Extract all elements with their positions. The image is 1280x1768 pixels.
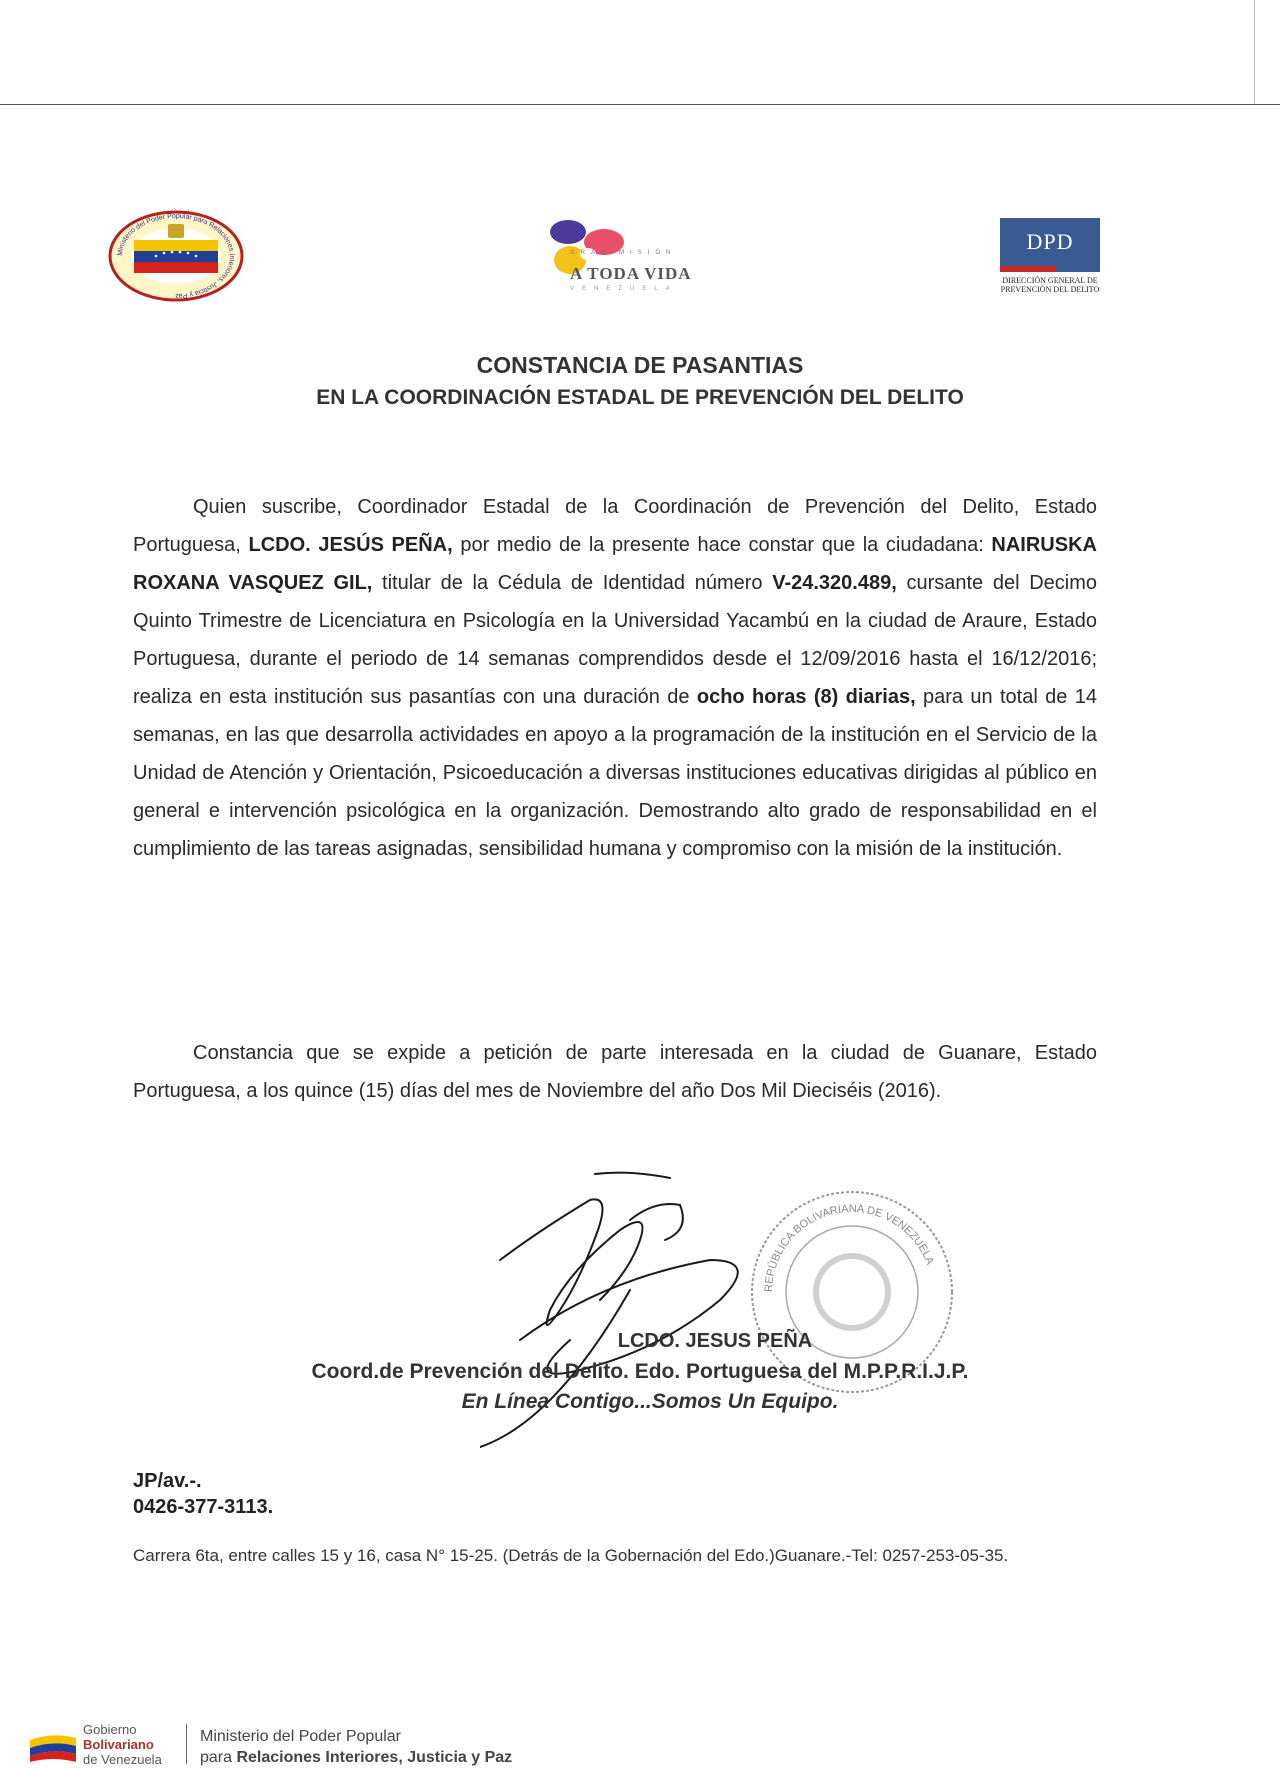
coordinator-name: LCDO. JESÚS PEÑA, [248,534,453,556]
dpd-stripe [1000,266,1100,272]
office-address: Carrera 6ta, entre calles 15 y 16, casa N° 15-25. (Detrás de la Gobernación del Edo.)Guanare.-Tel: 0257-253-05-35. [133,1546,1009,1565]
footer-government-banner [28,1722,628,1767]
handwritten-signature [480,1170,810,1460]
document-title: CONSTANCIA DE PASANTIAS [476,352,804,378]
gob-line-3: de Venezuela [83,1752,162,1767]
stamp-ring-text: REPÚBLICA BOLIVARIANA DE VENEZUELA [762,1202,936,1293]
a-toda-vida-text: A TODA VIDA [570,264,692,283]
gran-mision-a-toda-vida-logo [530,212,710,304]
gob-line-2: Bolivariano [83,1737,154,1752]
dpd-acronym: DPD [1000,218,1100,266]
dpd-logo [1000,218,1100,314]
p1-text-3: titular de la Cédula de Identidad número [372,572,773,594]
signatory-name: LCDO. JESUS PEÑA [617,1330,813,1352]
footer-divider [186,1724,187,1764]
ministerio-seal-logo [100,210,252,302]
certificate-paragraph-1 [133,488,1097,868]
min-line-2-prefix: para [200,1749,237,1766]
venezuela-small-text: VENEZUELA [570,286,678,292]
p1-text-1: Quien suscribe, Coordinador Estadal de la Coordinación de Prevención del Delito, Estado Portuguesa, [133,496,1097,556]
gran-mision-small-text: GRAN MISIÓN [570,250,677,256]
daily-hours: ocho horas (8) diarias, [696,686,916,708]
scan-edge-line [0,104,1280,105]
institution-motto: En Línea Contigo...Somos Un Equipo. [461,1390,839,1413]
p1-text-2: por medio de la presente hace constar que la ciudadana: [452,534,992,556]
min-line-1: Ministerio del Poder Popular [200,1728,401,1745]
ministerio-ring-text: Ministerio del Poder Popular para Relaciones Interiores, Justicia y Paz [116,212,236,300]
reference-phone: 0426-377-3113. [133,1496,274,1518]
scan-edge-line-vertical [1254,0,1255,104]
gobierno-bolivariano-text [83,1722,162,1767]
document-subtitle: EN LA COORDINACIÓN ESTADAL DE PREVENCIÓN DEL DELITO [316,386,964,409]
min-line-2-bold: Relaciones Interiores, Justicia y Paz [236,1749,513,1766]
dpd-caption: DIRECCIÓN GENERAL DE PREVENCIÓN DEL DELITO [1000,276,1100,294]
p1-text-5: para un total de 14 semanas, en las que desarrolla actividades en apoyo a la programación de la institución en el Servicio de la Unidad de Atención y Orientación, Psicoeducación a diversas instituciones educativas dirigidas al público en general e intervención psicológica en la organización. Demostrando alto grado de responsabilidad en el cumplimiento de las tareas asignadas, sensibilidad humana y compromiso con la misión de la institución. [133,686,1097,860]
ministerio-footer-text [200,1726,512,1768]
p1-text-4: cursante del Decimo Quinto Trimestre de Licenciatura en Psicología en la Universidad Yacambú en la ciudad de Araure, Estado Portuguesa, durante el periodo de 14 semanas comprendidos desde el 12/09/2016 hasta el 16/12/2016; realiza en esta institución sus pasantías con una duración de [133,572,1097,708]
signatory-role: Coord.de Prevención del Delito. Edo. Portuguesa del M.P.P.R.I.J.P. [311,1360,969,1383]
certificate-paragraph-2: Constancia que se expide a petición de parte interesada en la ciudad de Guanare, Estado Portuguesa, a los quince (15) días del mes de Noviembre del año Dos Mil Dieciséis (2016). [133,1042,1097,1102]
gob-line-1: Gobierno [83,1722,137,1737]
venezuela-flag-icon [28,1732,78,1762]
id-number: V-24.320.489, [772,572,897,594]
reference-initials: JP/av.-. [133,1470,202,1492]
intern-name: NAIRUSKA ROXANA VASQUEZ GIL, [133,534,1097,594]
